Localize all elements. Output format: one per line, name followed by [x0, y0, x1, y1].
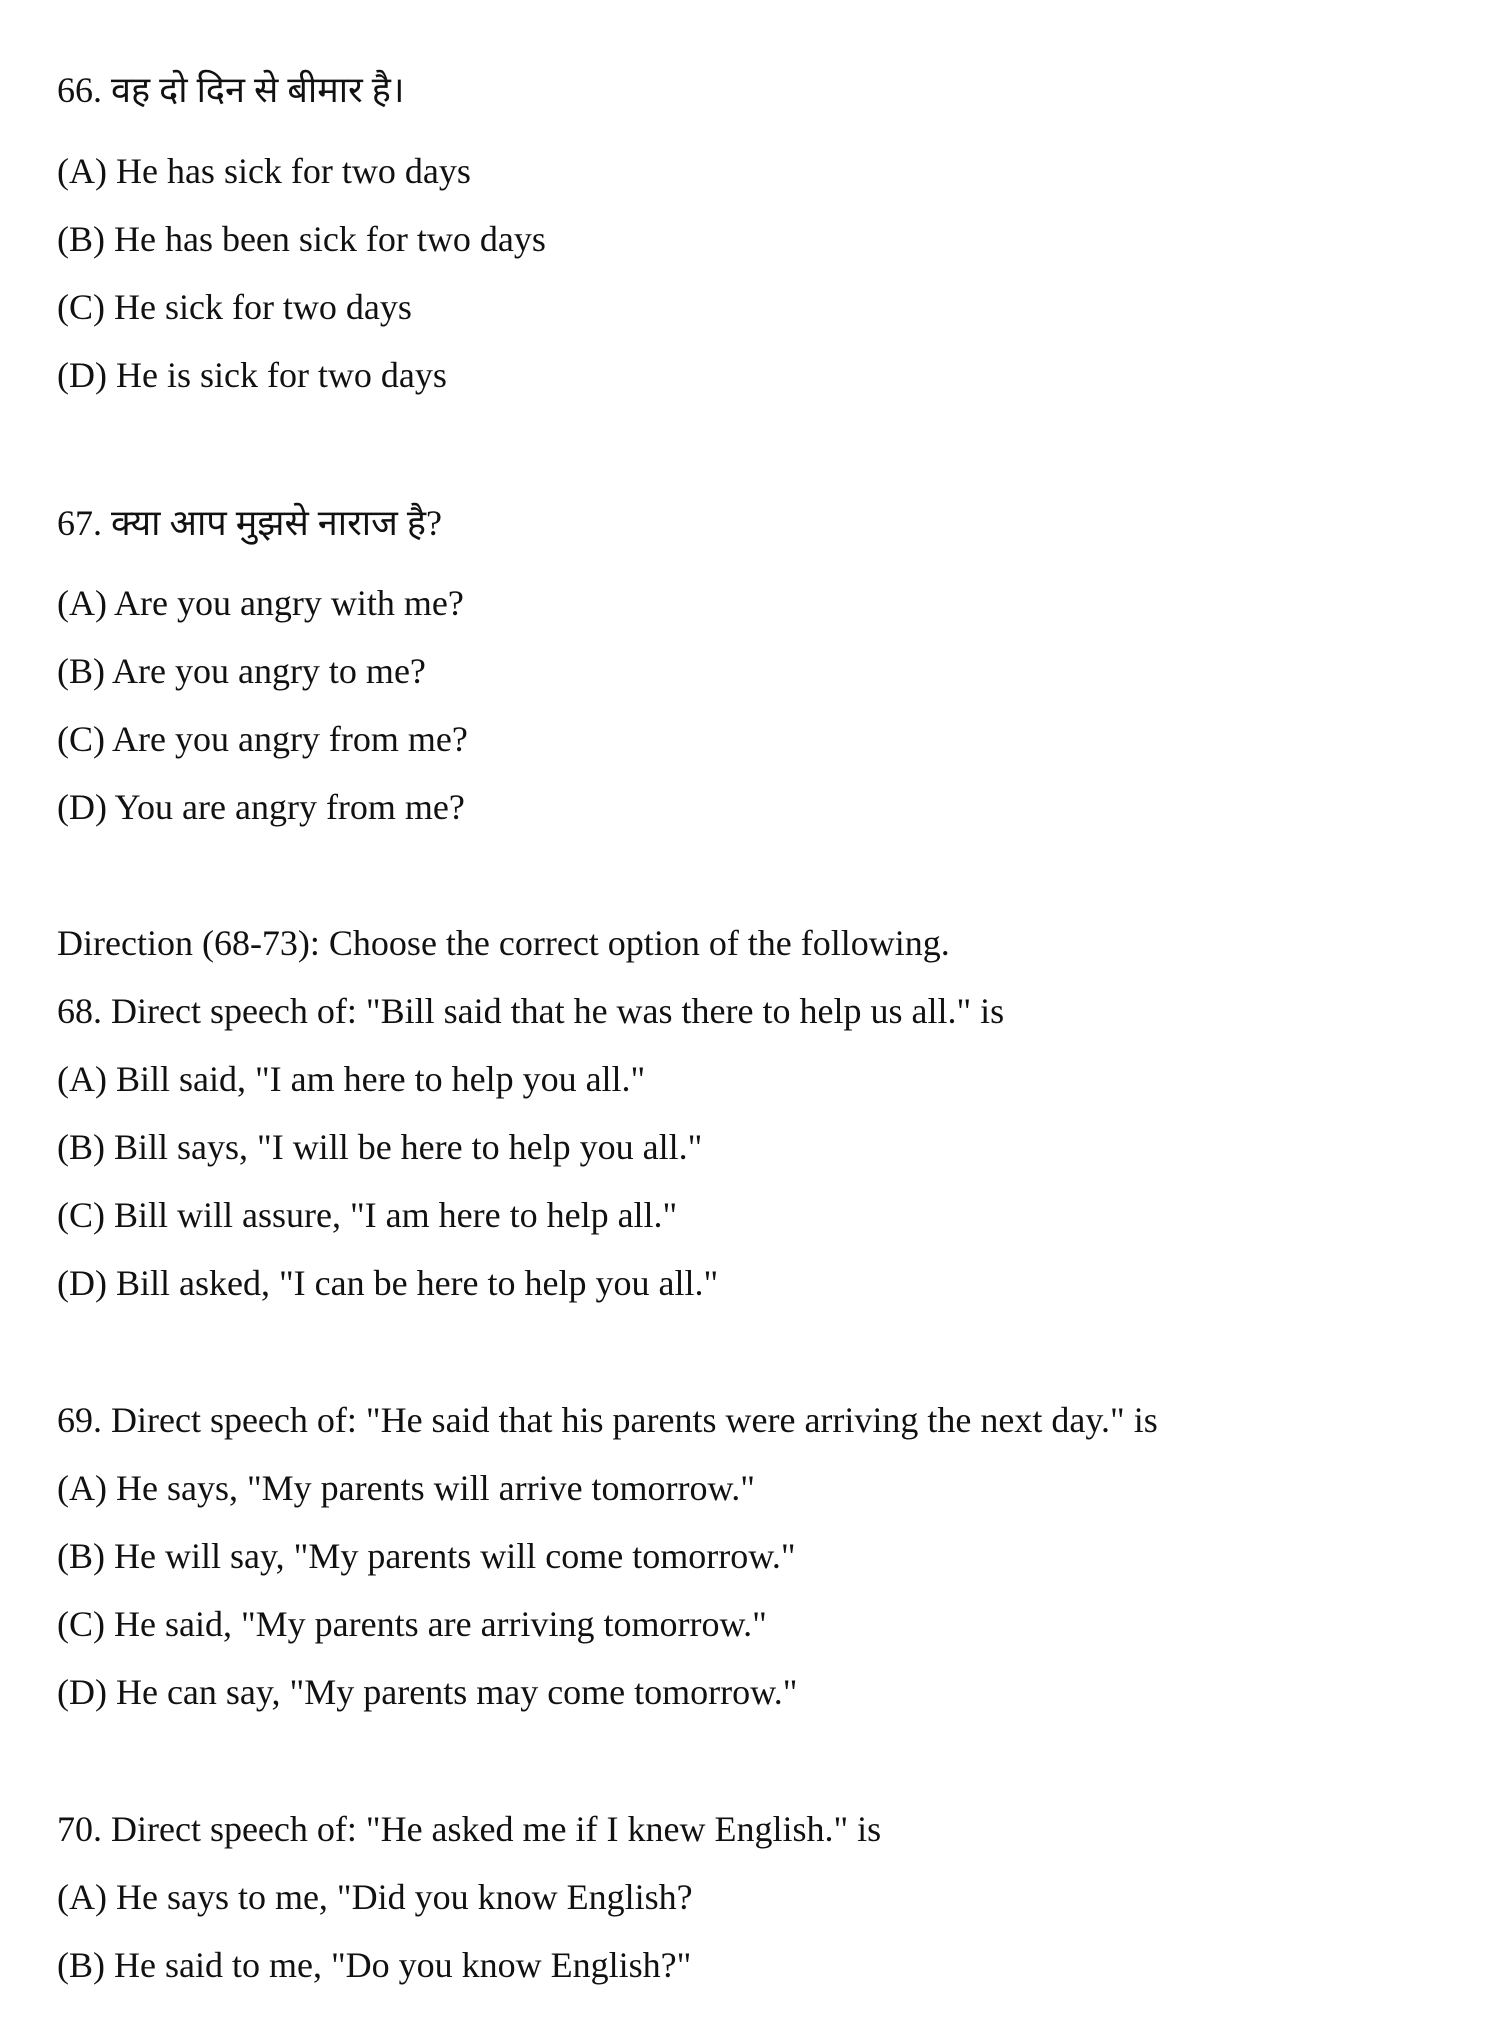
direction-text: Direction (68-73): Choose the correct option of the following.	[57, 923, 950, 963]
option-a: (A) He says, "My parents will arrive tomorrow."	[57, 1468, 755, 1508]
option-a: (A) He says to me, "Did you know English?	[57, 1877, 693, 1917]
question-prompt: 68. Direct speech of: "Bill said that he was there to help us all." is	[57, 991, 1005, 1031]
question-prompt: 66. वह दो दिन से बीमार है।	[57, 70, 405, 110]
question-prompt: 67. क्या आप मुझसे नाराज है?	[57, 503, 442, 543]
option-d: (D) Bill asked, "I can be here to help you all."	[57, 1263, 719, 1303]
question-prompt: 69. Direct speech of: "He said that his parents were arriving the next day." is	[57, 1400, 1158, 1440]
option-a: (A) He has sick for two days	[57, 151, 471, 191]
option-b: (B) He will say, "My parents will come tomorrow."	[57, 1536, 796, 1576]
option-c: (C) He said, "My parents are arriving tomorrow."	[57, 1604, 767, 1644]
option-b: (B) Bill says, "I will be here to help you all."	[57, 1127, 703, 1167]
question-prompt: 70. Direct speech of: "He asked me if I knew English." is	[57, 1809, 882, 1849]
option-d: (D) He can say, "My parents may come tomorrow."	[57, 1672, 798, 1712]
option-c: (C) He sick for two days	[57, 287, 412, 327]
option-c: (C) Bill will assure, "I am here to help all."	[57, 1195, 678, 1235]
option-a: (A) Bill said, "I am here to help you all."	[57, 1059, 646, 1099]
option-b: (B) He said to me, "Do you know English?"	[57, 1945, 692, 1985]
option-b: (B) He has been sick for two days	[57, 219, 546, 259]
option-b: (B) Are you angry to me?	[57, 651, 426, 691]
option-d: (D) He is sick for two days	[57, 355, 447, 395]
option-a: (A) Are you angry with me?	[57, 583, 464, 623]
option-c: (C) Are you angry from me?	[57, 719, 468, 759]
option-d: (D) You are angry from me?	[57, 787, 465, 827]
